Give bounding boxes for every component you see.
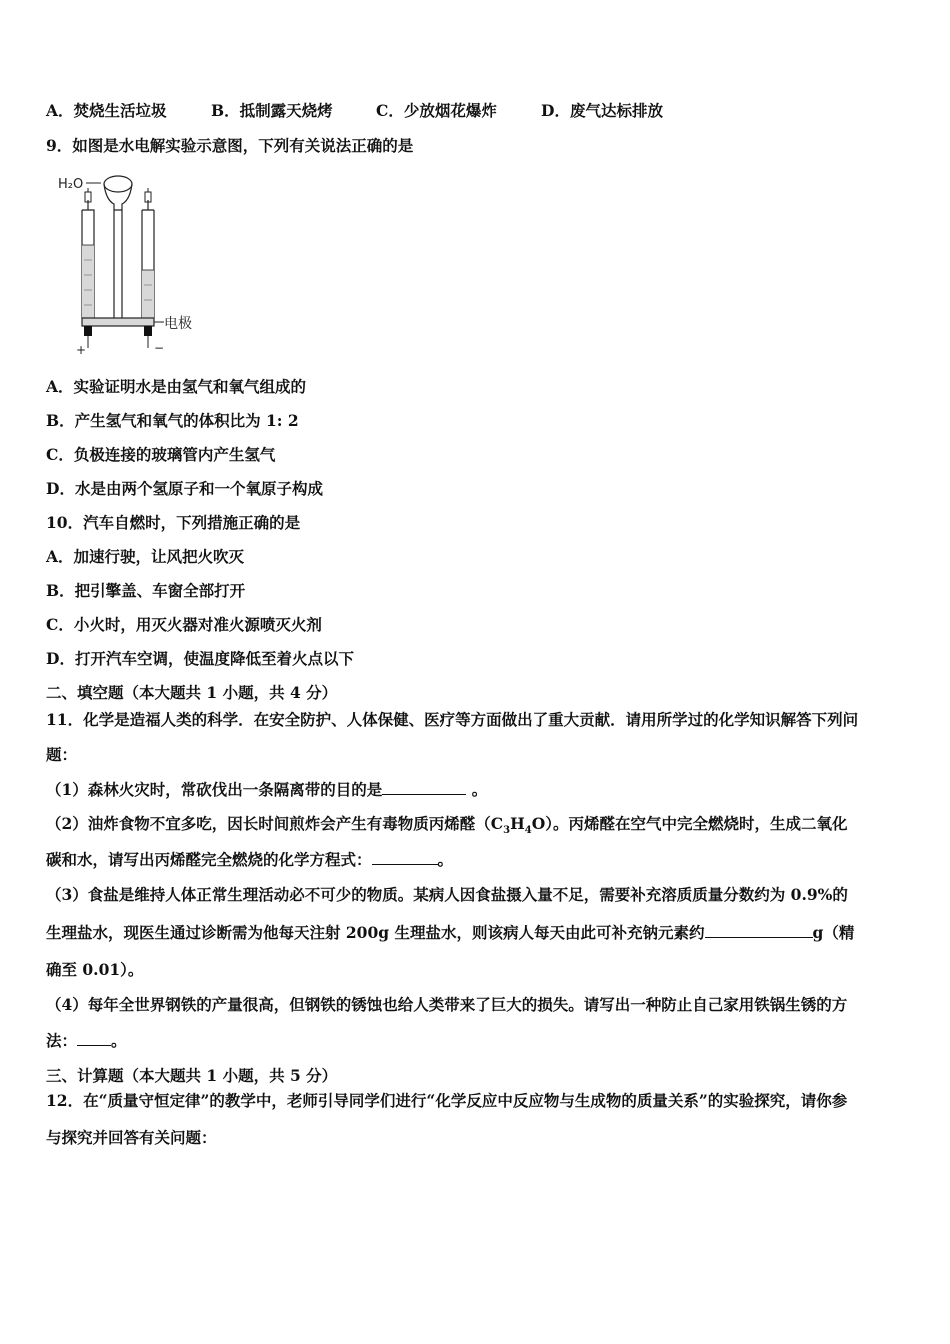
q9-option-c: C．负极连接的玻璃管内产生氢气	[46, 445, 276, 464]
h2o-label: H₂O	[58, 177, 84, 192]
section-2-heading: 二、填空题（本大题共 1 小题，共 4 分）	[46, 683, 338, 702]
q11-p2-text-b: O）。丙烯醛在空气中完全燃烧时，生成二氧化	[531, 814, 848, 833]
q11-stem-line-1: 11．化学是造福人类的科学．在安全防护、人体保健、医疗等方面做出了重大贡献．请用所学过的化学知识解答下列问	[46, 710, 859, 729]
q11-part-4-line-1: （4）每年全世界钢铁的产量很高，但钢铁的锈蚀也给人类带来了巨大的损失。请写出一种防止自己家用铁锅生锈的方	[46, 995, 848, 1014]
q9-option-d: D．水是由两个氢原子和一个氧原子构成	[46, 479, 323, 498]
q11-part-2-line-2	[46, 850, 453, 870]
q11-p2-blank[interactable]	[372, 850, 438, 865]
q8-option-b: B．抵制露天烧烤	[211, 101, 333, 120]
q11-p2-text-c: 碳和水，请写出丙烯醛完全燃烧的化学方程式：	[46, 850, 372, 869]
q8-option-c: C．少放烟花爆炸	[376, 101, 497, 120]
q11-part-4-line-2	[46, 1031, 127, 1051]
q11-p4-text: 法：	[46, 1031, 78, 1050]
q11-p4-blank[interactable]	[77, 1031, 111, 1046]
q11-part-3-line-1: （3）食盐是维持人体正常生理活动必不可少的物质。某病人因食盐摄入量不足，需要补充溶质质量分数约为 0.9%的	[46, 885, 848, 904]
q11-p2-h: H	[510, 814, 525, 833]
water-electrolysis-figure	[56, 170, 206, 360]
plus-label: +	[76, 343, 87, 357]
q10-option-a: A．加速行驶，让风把火吹灭	[46, 547, 245, 566]
q8-option-d: D．废气达标排放	[541, 101, 663, 120]
q11-p1-text: （1）森林火灾时，常砍伐出一条隔离带的目的是	[46, 780, 383, 799]
electrolysis-apparatus-diagram	[56, 170, 206, 360]
q9-option-b: B．产生氢气和氧气的体积比为 1: 2	[46, 411, 299, 430]
q11-p2-end: 。	[437, 850, 454, 869]
electrode-label: 电极	[164, 316, 192, 332]
q11-part-3-line-2	[46, 923, 854, 943]
q11-stem-line-2: 题：	[46, 745, 78, 764]
q11-p1-end: 。	[466, 780, 488, 799]
q11-p3-unit: g（精	[812, 923, 855, 942]
q10-option-d: D．打开汽车空调，使温度降低至着火点以下	[46, 649, 354, 668]
minus-label: −	[154, 341, 165, 355]
q11-part-2-line-1	[46, 814, 847, 841]
q11-p2-sub-4: 4	[524, 825, 532, 837]
section-3-heading: 三、计算题（本大题共 1 小题，共 5 分）	[46, 1066, 338, 1085]
q11-p2-text-a: （2）油炸食物不宜多吃，因长时间煎炸会产生有毒物质丙烯醛（C	[46, 814, 504, 833]
q10-option-b: B．把引擎盖、车窗全部打开	[46, 581, 246, 600]
q9-option-a: A．实验证明水是由氢气和氧气组成的	[46, 377, 307, 396]
q8-option-a: A．焚烧生活垃圾	[46, 101, 167, 120]
q10-stem: 10．汽车自燃时，下列措施正确的是	[46, 513, 301, 532]
q9-stem: 9．如图是水电解实验示意图，下列有关说法正确的是	[46, 136, 414, 155]
q11-p1-blank[interactable]	[382, 780, 466, 795]
q12-line-2: 与探究并回答有关问题：	[46, 1128, 217, 1147]
q12-line-1: 12．在“质量守恒定律”的教学中，老师引导同学们进行“化学反应中反应物与生成物的质量关系”的实验探究，请你参	[46, 1091, 848, 1110]
q11-p2-sub-3: 3	[503, 825, 511, 837]
q11-p3-blank[interactable]	[705, 923, 813, 938]
q11-part-3-line-3: 确至 0.01）。	[46, 960, 144, 979]
q8-options	[46, 101, 663, 121]
q11-part-1	[46, 780, 487, 800]
q11-p4-end: 。	[111, 1031, 127, 1050]
q11-p3-text: 生理盐水，现医生通过诊断需为他每天注射 200g 生理盐水，则该病人每天由此可补充钠元素约	[46, 923, 705, 942]
q10-option-c: C．小火时，用灭火器对准火源喷灭火剂	[46, 615, 322, 634]
